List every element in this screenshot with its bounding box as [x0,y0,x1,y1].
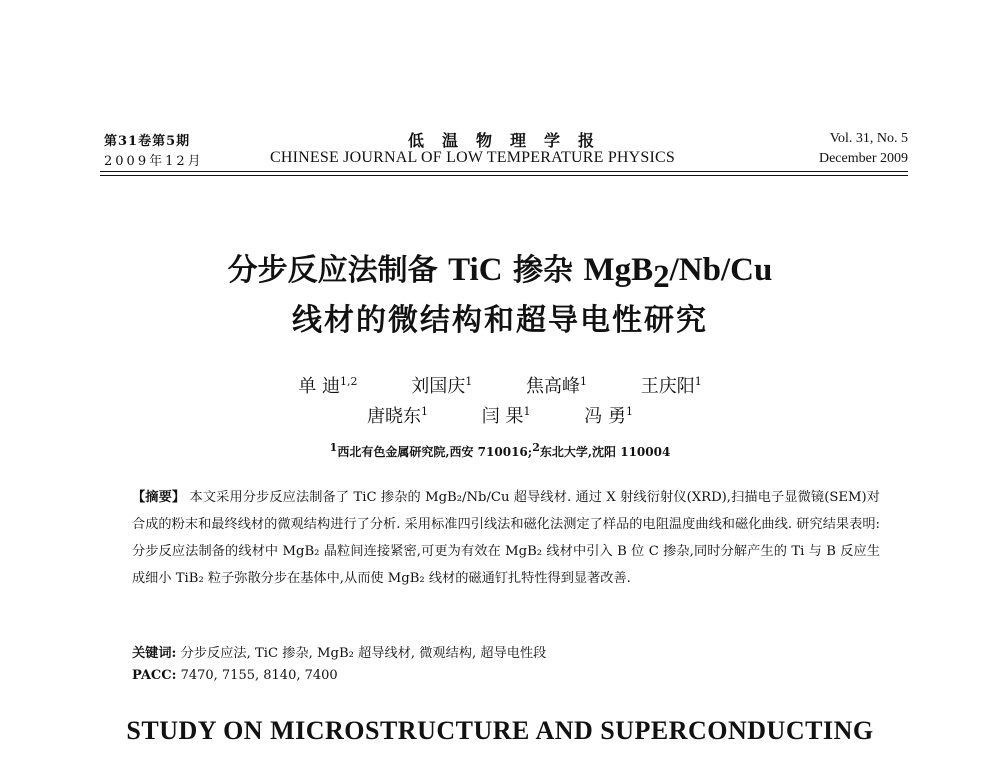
author: 闫 果$^1$ [481,405,531,427]
author: 王庆阳$^1$ [640,375,702,397]
keywords [132,642,546,661]
title-mid: 掺杂 [502,253,584,288]
keywords-text: 分步反应法, TiC 掺杂, MgB₂ 超导线材, 微观结构, 超导电性段 [180,646,547,661]
header-rule-top [100,171,908,172]
abstract-text: 本文采用分步反应法制备了 TiC 掺杂的 MgB₂/Nb/Cu 超导线材. 通过 X 射线衍射仪(XRD),扫描电子显微镜(SEM)对合成的粉末和最终线材的微观结构进行了分析. 采用标准四引线法和磁化法测定了样品的电阻温度曲线和磁化曲线. 研究结果表明:分步反应法制备的线材中 MgB₂ 晶粒间连接紧密,可更为有效在 MgB₂ 线材中引入 B 位 C 掺杂,同时分解产生的 Ti 与 B 反应生成细小 TiB₂ 粒子弥散分步在基体中,从而使 MgB₂ 线材的磁通钉扎特性得到显著改善. [132,490,880,586]
title-tic: TiC [448,252,503,288]
author: 唐晓东$^1$ [367,405,429,427]
journal-title-en: CHINESE JOURNAL OF LOW TEMPERATURE PHYSICS [270,149,676,166]
date-en: December 2009 [818,151,908,166]
author-row-2 [0,402,1000,428]
author: 刘国庆$^1$ [411,375,473,397]
pacc-text: 7470, 7155, 8140, 7400 [180,668,338,683]
title-suffix: /Nb/Cu [669,252,773,288]
header-rule-bottom [100,175,908,176]
affiliations: $^1$西北有色金属研究院,西安 710016;$^2$东北大学,沈阳 110004 [329,441,671,459]
volume-issue-en: Vol. 31, No. 5 [829,131,908,146]
pacc [132,668,338,683]
title-prefix: 分步反应法制备 [227,253,449,288]
title-subscript: 2 [653,259,670,295]
author: 焦高峰$^1$ [525,375,587,397]
author: 冯 勇$^1$ [584,405,633,427]
date-cn: 2009年12月 [104,154,204,169]
paper-title-line2: 线材的微结构和超导电性研究 [292,303,708,338]
abstract-label: 【摘要】 [132,490,186,505]
paper-title-line1 [0,245,1000,296]
author-row-1 [0,372,1000,398]
english-title: STUDY ON MICROSTRUCTURE AND SUPERCONDUCTING [126,716,874,745]
title-mgb: MgB [583,252,654,288]
author: 单 迪$^{1,2}$ [298,375,358,397]
volume-issue-cn: 第31卷第5期 [104,134,191,149]
keywords-label: 关键词: [132,646,177,661]
abstract [132,484,880,592]
journal-title-cn: 低温物理学报 [408,131,613,150]
pacc-label: PACC: [132,668,177,683]
